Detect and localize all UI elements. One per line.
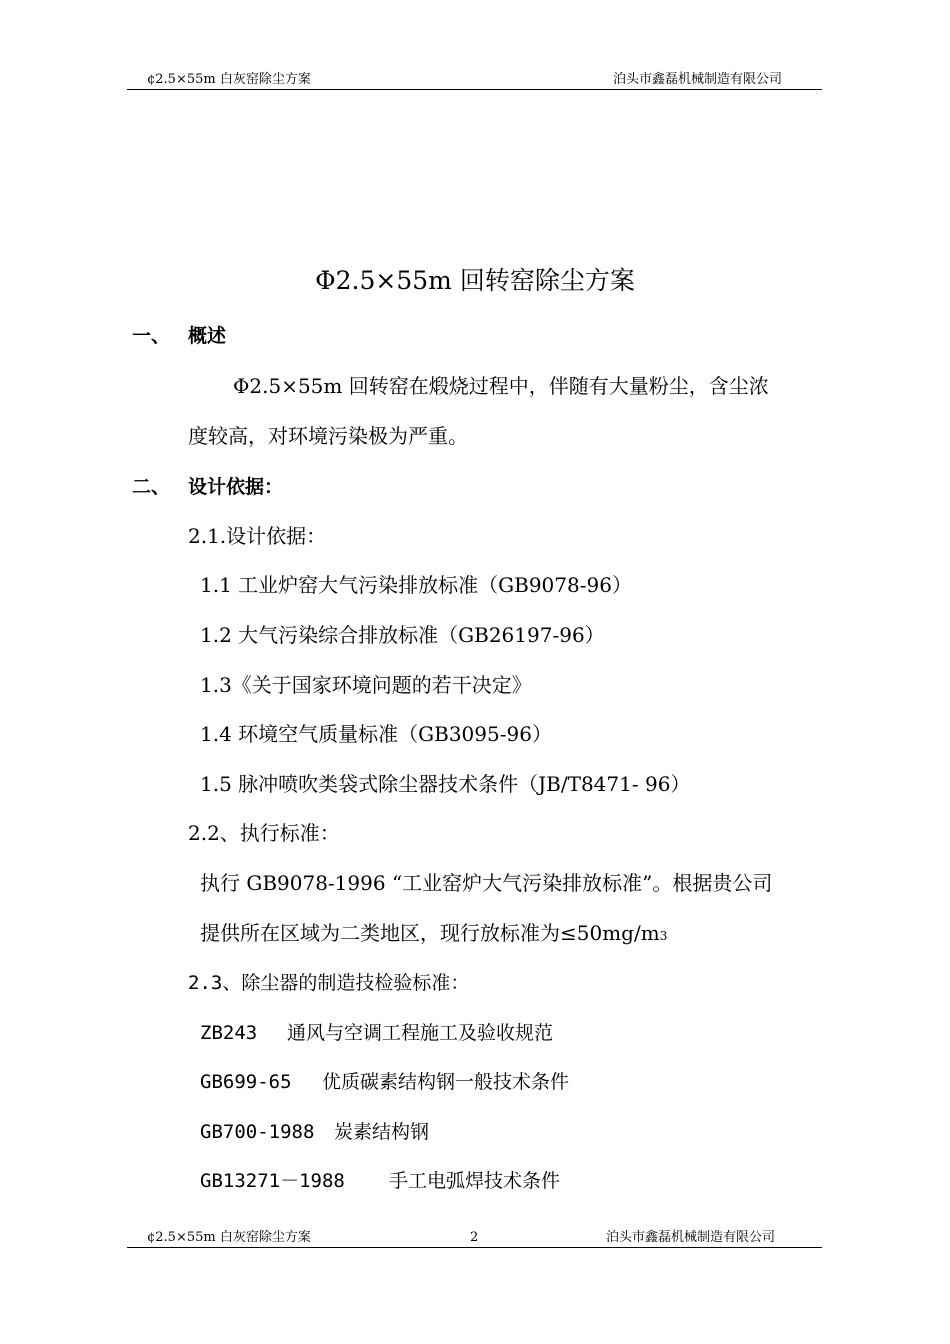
subsection-2-1: 2.1.设计依据： bbox=[188, 524, 327, 548]
exec-standard-text: 提供所在区域为二类地区，现行放标准为≤50mg/m bbox=[200, 921, 660, 945]
page-header bbox=[127, 72, 822, 90]
standard-name: 优质碳素结构钢一般技术条件 bbox=[322, 1071, 570, 1093]
basis-item: 1.1 工业炉窑大气污染排放标准（GB9078-96） bbox=[200, 573, 632, 597]
exec-standard-line2 bbox=[200, 920, 667, 949]
standard-code: GB700-1988 bbox=[200, 1121, 315, 1143]
section-2-heading: 设计依据： bbox=[188, 476, 284, 498]
header-doc-title: ¢2.5×55m 白灰窑除尘方案 bbox=[147, 72, 311, 87]
standard-code: GB13271－1988 bbox=[200, 1170, 345, 1192]
standard-name: 通风与空调工程施工及验收规范 bbox=[287, 1022, 554, 1044]
standard-name: 手工电弧焊技术条件 bbox=[389, 1170, 561, 1192]
basis-item: 1.4 环境空气质量标准（GB3095-96） bbox=[200, 722, 552, 746]
subsection-2-2: 2.2、执行标准： bbox=[188, 821, 340, 845]
header-company: 泊头市鑫磊机械制造有限公司 bbox=[612, 72, 782, 87]
standard-code: GB699-65 bbox=[200, 1071, 292, 1093]
overview-paragraph-line1: Φ2.5×55m 回转窑在煅烧过程中，伴随有大量粉尘，含尘浓 bbox=[233, 374, 769, 398]
document-title: Φ2.5×55m 回转窑除尘方案 bbox=[315, 266, 635, 295]
page-footer bbox=[127, 1230, 822, 1248]
basis-item: 1.5 脉冲喷吹类袋式除尘器技术条件（JB/T8471- 96） bbox=[200, 772, 691, 796]
basis-item: 1.3《关于国家环境问题的若干决定》 bbox=[200, 673, 532, 697]
footer-doc-title: ¢2.5×55m 白灰窑除尘方案 bbox=[147, 1230, 311, 1245]
unit-superscript: 3 bbox=[659, 929, 668, 943]
footer-company: 泊头市鑫磊机械制造有限公司 bbox=[605, 1230, 775, 1245]
subsection-2-3: 2.3、除尘器的制造技检验标准： bbox=[188, 972, 470, 994]
section-1-heading: 概述 bbox=[188, 325, 227, 347]
section-2-number: 二、 bbox=[132, 476, 171, 498]
overview-paragraph-line2: 度较高，对环境污染极为严重。 bbox=[188, 424, 468, 448]
page-number: 2 bbox=[470, 1230, 479, 1245]
standard-code: ZB243 bbox=[200, 1022, 258, 1044]
basis-item: 1.2 大气污染综合排放标准（GB26197-96） bbox=[200, 623, 605, 647]
standard-name: 炭素结构钢 bbox=[334, 1121, 430, 1143]
exec-standard-line1: 执行 GB9078-1996 “工业窑炉大气污染排放标准”。根据贵公司 bbox=[200, 871, 773, 895]
section-1-number: 一、 bbox=[132, 325, 171, 347]
